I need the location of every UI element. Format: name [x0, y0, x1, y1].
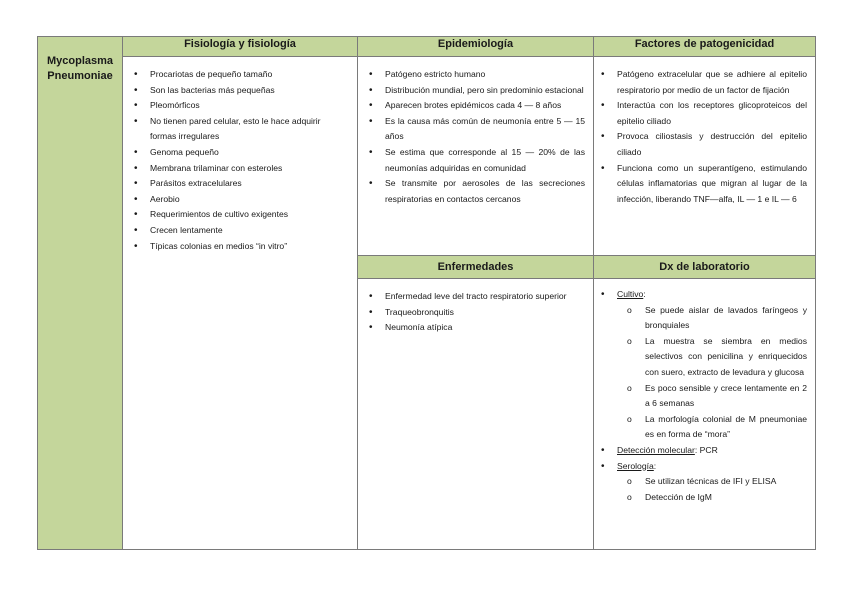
organism-name-line2: Pneumoniae — [47, 70, 113, 82]
epidemiologia-item: • Aparecen brotes epidémicos cada 4 — 8 años — [366, 98, 585, 114]
header-factores: Factores de patogenicidad — [593, 36, 816, 57]
serologia-subitem: o Detección de IgM — [625, 490, 807, 506]
fisiologia-item: • Son las bacterias más pequeñas — [131, 83, 347, 99]
organism-name-line1: Mycoplasma — [46, 55, 114, 67]
epidemiologia-item: • Es la causa más común de neumonía entre 5 — 15 años — [366, 114, 585, 145]
enfermedades-cell — [357, 278, 594, 550]
enfermedades-item: • Traqueobronquitis — [366, 305, 585, 321]
fisiologia-item: • Membrana trilaminar con esteroles — [131, 161, 347, 177]
fisiologia-item: • No tienen pared celular, esto le hace adquirir formas irregulares — [131, 114, 347, 145]
dx-list — [598, 287, 807, 505]
epidemiologia-item: • Distribución mundial, pero sin predominio estacional — [366, 83, 585, 99]
cultivo-subitem: o Se puede aislar de lavados faríngeos y bronquiales — [625, 303, 807, 334]
dx-cell — [593, 278, 816, 550]
serologia-label: Serología — [617, 460, 654, 471]
fisiologia-cell — [122, 56, 358, 550]
organism-cell — [37, 36, 123, 550]
fisiologia-item: • Pleomórficos — [131, 98, 347, 114]
fisiologia-item: • Crecen lentamente — [131, 223, 347, 239]
fisiologia-item: • Parásitos extracelulares — [131, 176, 347, 192]
cultivo-subitem: o La morfología colonial de M pneumoniae es en forma de “mora” — [625, 412, 807, 443]
factores-item: • Interactúa con los receptores glicoproteicos del epitelio ciliado — [598, 98, 807, 129]
header-fisiologia: Fisiología y fisiología — [122, 36, 358, 57]
fisiologia-item: • Procariotas de pequeño tamaño — [131, 67, 347, 83]
fisiologia-item: • Requerimientos de cultivo exigentes — [131, 207, 347, 223]
dx-item-serologia: • Serología: o Se utilizan técnicas de IFI y ELISA o Detección de IgM — [598, 459, 807, 506]
dx-item-molecular: • Detección molecular: PCR — [598, 443, 807, 459]
cultivo-label: Cultivo — [617, 289, 644, 299]
epidemiologia-item: • Se transmite por aerosoles de las secreciones respiratorias en contactos cercanos — [366, 176, 585, 207]
fisiologia-item: • Aerobio — [131, 192, 347, 208]
fisiologia-list — [131, 67, 347, 254]
serologia-sublist — [625, 474, 807, 505]
dx-item-cultivo: • Cultivo: o Se puede aislar de lavados faríngeos y bronquiales o La muestra se siembra en medios selectivos con penicilina y enriquecidos con suero, extracto de levadura y glucosa o Es poco sensible y crece lentamente en 2 a 6 semanas o La morfología colonial de M pneumoniae es en forma de “mora” — [598, 287, 807, 443]
header-dx: Dx de laboratorio — [593, 255, 816, 279]
cultivo-subitem: o La muestra se siembra en medios selectivos con penicilina y enriquecidos con suero, extracto de levadura y glucosa — [625, 334, 807, 381]
epidemiologia-item: • Patógeno estricto humano — [366, 67, 585, 83]
enfermedades-item: • Neumonía atípica — [366, 320, 585, 336]
factores-item: • Patógeno extracelular que se adhiere al epitelio respiratorio por medio de un factor de fijación — [598, 67, 807, 98]
molecular-value: PCR — [699, 444, 718, 455]
header-epidemiologia: Epidemiología — [357, 36, 594, 57]
fisiologia-item: • Genoma pequeño — [131, 145, 347, 161]
cultivo-subitem: o Es poco sensible y crece lentamente en 2 a 6 semanas — [625, 381, 807, 412]
epidemiologia-item: • Se estima que corresponde al 15 — 20% de las neumonías adquiridas en comunidad — [366, 145, 585, 176]
epidemiologia-list — [366, 67, 585, 207]
factores-item: • Provoca ciliostasis y destrucción del epitelio ciliado — [598, 129, 807, 160]
fisiologia-item: • Típicas colonias en medios “in vitro” — [131, 239, 347, 255]
molecular-label: Detección molecular — [617, 444, 695, 455]
factores-cell — [593, 56, 816, 256]
epidemiologia-cell — [357, 56, 594, 256]
header-enfermedades: Enfermedades — [357, 255, 594, 279]
cultivo-sublist — [625, 303, 807, 443]
enfermedades-item: • Enfermedad leve del tracto respiratorio superior — [366, 289, 585, 305]
enfermedades-list — [366, 289, 585, 336]
factores-list — [598, 67, 807, 207]
serologia-subitem: o Se utilizan técnicas de IFI y ELISA — [625, 474, 807, 490]
factores-item: • Funciona como un superantígeno, estimulando células inflamatorias que migran al lugar de la infección, liberando TNF—alfa, IL — 1 e IL — 6 — [598, 161, 807, 208]
